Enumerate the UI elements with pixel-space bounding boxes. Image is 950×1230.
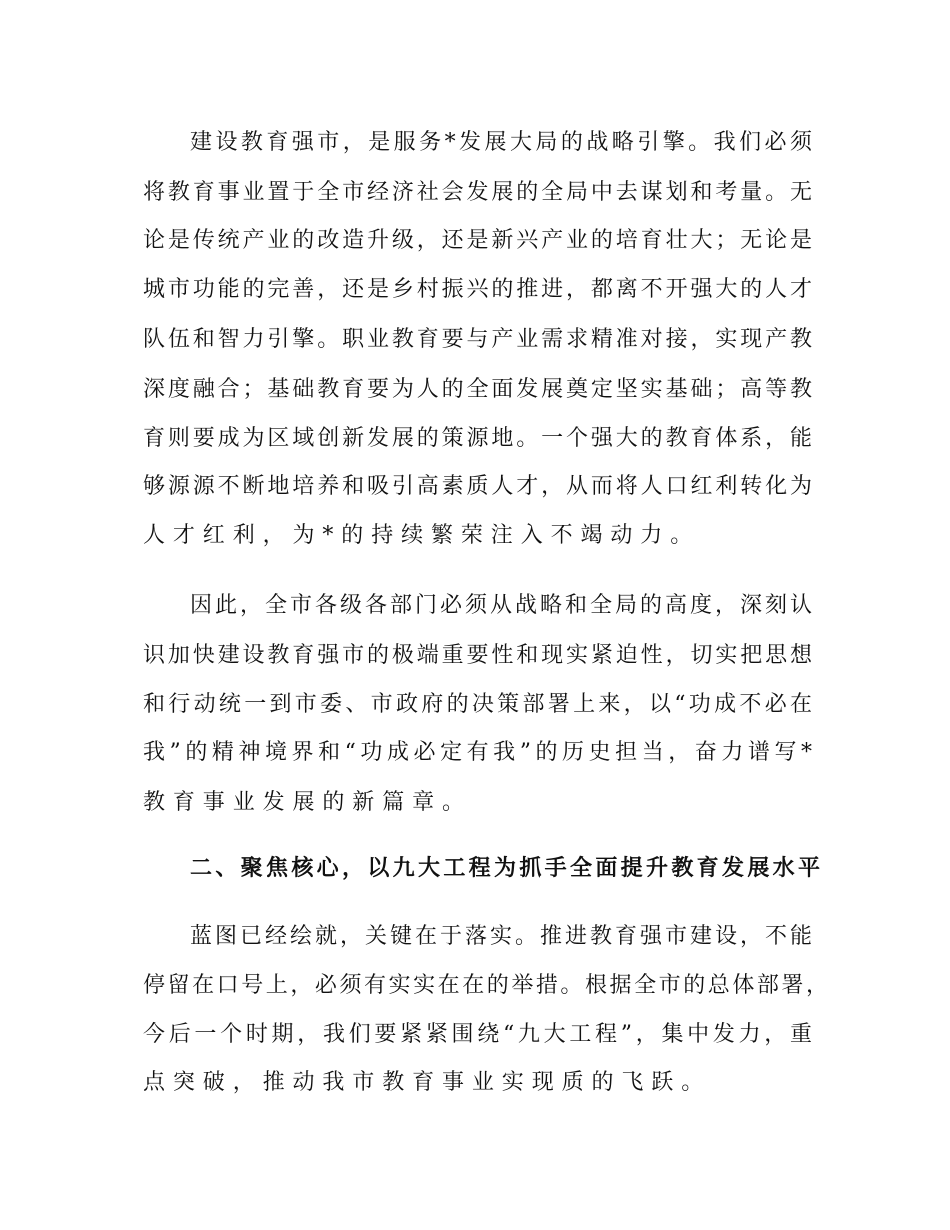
- text-line: 今后一个时期，我们要紧紧围绕“九大工程”，集中发力，重: [143, 1022, 812, 1047]
- text-line: 点突破，推动我市教育事业实现质的飞跃。: [143, 1070, 712, 1095]
- text-line: 我”的精神境界和“功成必定有我”的历史担当，奋力谱写*: [143, 740, 812, 765]
- text-line: 论是传统产业的改造升级，还是新兴产业的培育壮大；无论是: [143, 228, 812, 253]
- text-line: 人才红利，为*的持续繁荣注入不竭动力。: [143, 523, 701, 548]
- text-line: 将教育事业置于全市经济社会发展的全局中去谋划和考量。无: [143, 180, 812, 205]
- text-line: 深度融合；基础教育要为人的全面发展奠定坚实基础；高等教: [143, 377, 812, 402]
- section-heading: 二、聚焦核心，以九大工程为抓手全面提升教育发展水平: [190, 856, 820, 881]
- text-line: 识加快建设教育强市的极端重要性和现实紧迫性，切实把思想: [143, 643, 812, 668]
- text-line: 建设教育强市，是服务*发展大局的战略引擎。我们必须: [190, 130, 812, 155]
- text-line: 育则要成为区域创新发展的策源地。一个强大的教育体系，能: [143, 426, 812, 451]
- text-line: 因此，全市各级各部门必须从战略和全局的高度，深刻认: [190, 593, 812, 618]
- text-line: 城市功能的完善，还是乡村振兴的推进，都离不开强大的人才: [143, 277, 812, 302]
- text-line: 够源源不断地培养和吸引高素质人才，从而将人口红利转化为: [143, 474, 812, 499]
- text-line: 停留在口号上，必须有实实在在的举措。根据全市的总体部署，: [143, 973, 828, 998]
- text-line: 队伍和智力引擎。职业教育要与产业需求精准对接，实现产教: [143, 327, 812, 352]
- text-line: 教育事业发展的新篇章。: [143, 790, 472, 815]
- text-line: 蓝图已经绘就，关键在于落实。推进教育强市建设，不能: [190, 924, 812, 949]
- text-line: 和行动统一到市委、市政府的决策部署上来，以“功成不必在: [143, 692, 812, 717]
